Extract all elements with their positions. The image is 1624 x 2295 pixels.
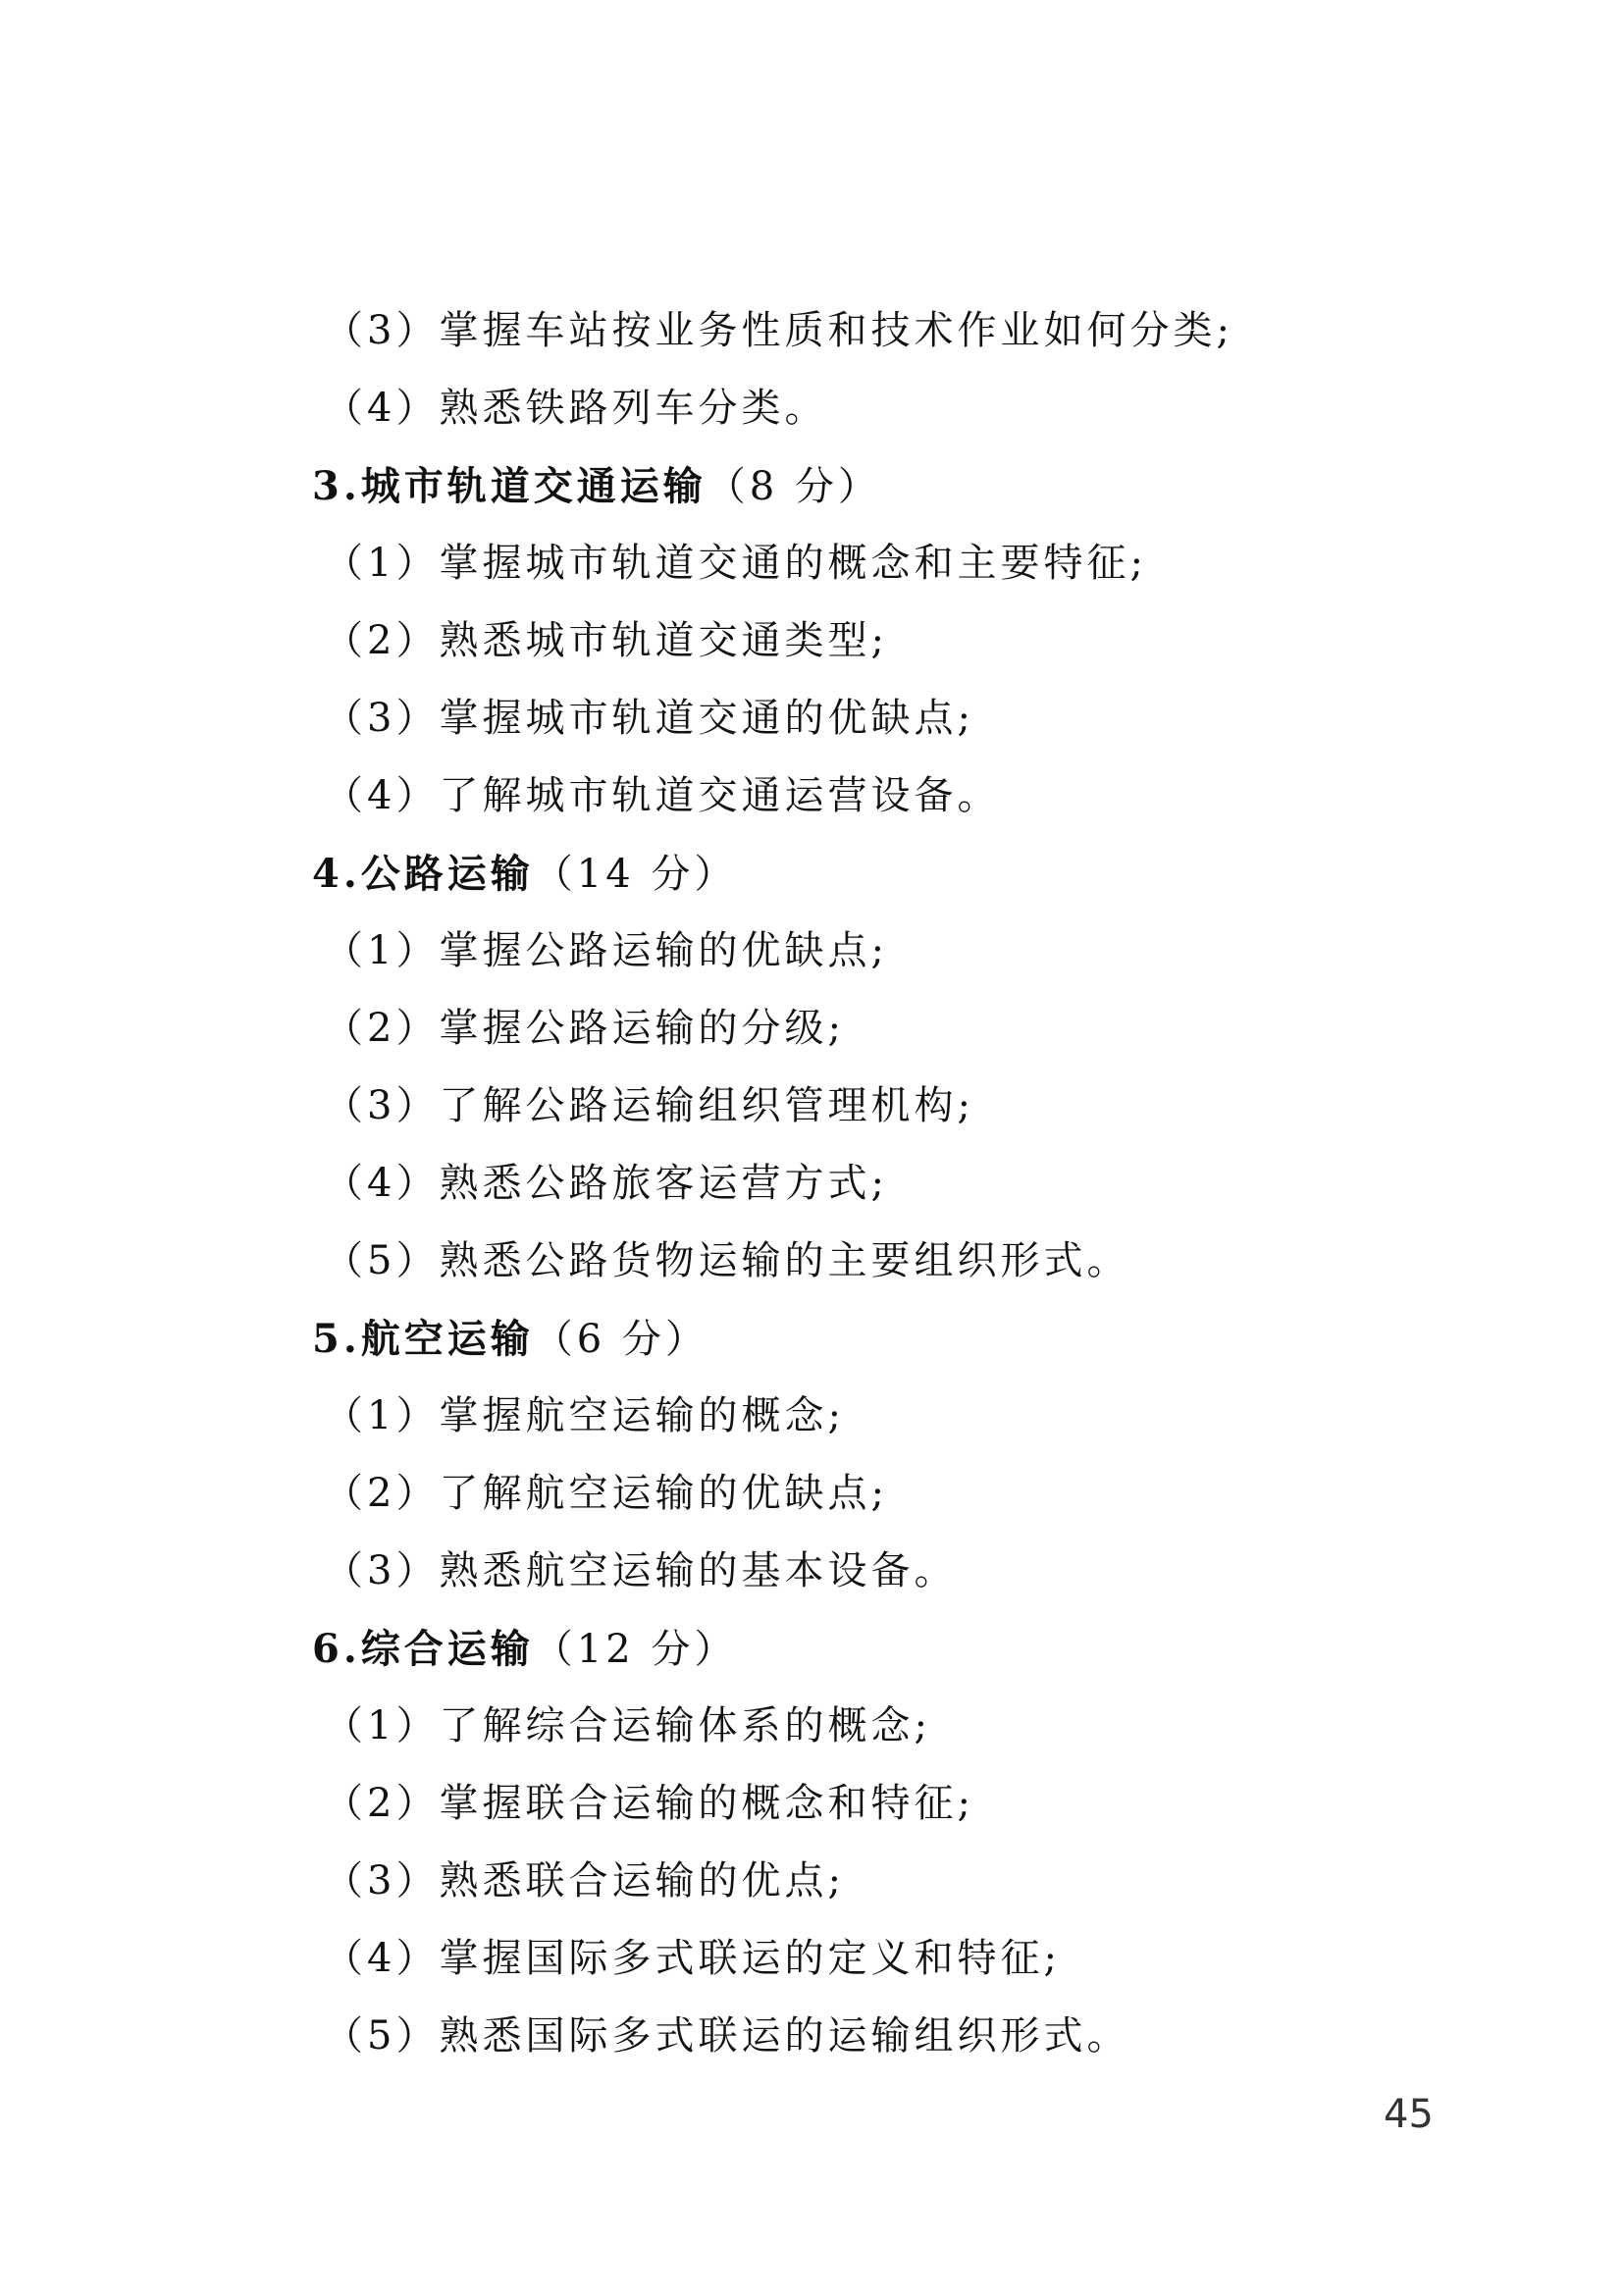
list-item: （3）熟悉联合运输的优点; bbox=[324, 1858, 845, 1904]
section-title: 3.城市轨道交通运输 bbox=[312, 463, 707, 509]
list-item: （1）掌握城市轨道交通的概念和主要特征; bbox=[324, 541, 1147, 586]
list-item: （2）熟悉城市轨道交通类型; bbox=[324, 618, 888, 663]
list-item: （3）掌握城市轨道交通的优缺点; bbox=[324, 696, 974, 741]
section-heading bbox=[312, 1300, 1470, 1378]
page-number: 45 bbox=[1384, 2092, 1434, 2137]
section-score: （12 分） bbox=[533, 1627, 738, 1672]
list-item: （5）熟悉公路货物运输的主要组织形式。 bbox=[324, 1238, 1130, 1283]
section-title: 5.航空运输 bbox=[312, 1316, 534, 1362]
document-body bbox=[312, 292, 1470, 2075]
list-item: （3）熟悉航空运输的基本设备。 bbox=[324, 1548, 958, 1593]
section-heading bbox=[312, 1610, 1470, 1688]
list-item: （1）掌握航空运输的概念; bbox=[324, 1393, 845, 1438]
list-item: （4）了解城市轨道交通运营设备。 bbox=[324, 773, 1001, 818]
list-item: （3）了解公路运输组织管理机构; bbox=[324, 1083, 974, 1128]
section-title: 6.综合运输 bbox=[312, 1626, 534, 1672]
list-item: （3）掌握车站按业务性质和技术作业如何分类; bbox=[324, 308, 1233, 353]
list-item: （5）熟悉国际多式联运的运输组织形式。 bbox=[324, 2013, 1130, 2059]
list-item: （2）掌握公路运输的分级; bbox=[324, 1006, 845, 1051]
section-score: （6 分） bbox=[533, 1317, 708, 1362]
section-score: （14 分） bbox=[533, 852, 738, 897]
section-heading bbox=[312, 447, 1470, 525]
list-item: （4）熟悉铁路列车分类。 bbox=[324, 386, 828, 431]
list-item: （1）掌握公路运输的优缺点; bbox=[324, 928, 888, 973]
section-title: 4.公路运输 bbox=[312, 851, 534, 897]
section-heading bbox=[312, 835, 1470, 913]
list-item: （1）了解综合运输体系的概念; bbox=[324, 1703, 931, 1748]
list-item: （4）熟悉公路旅客运营方式; bbox=[324, 1161, 888, 1206]
list-item: （4）掌握国际多式联运的定义和特征; bbox=[324, 1936, 1061, 1981]
list-item: （2）了解航空运输的优缺点; bbox=[324, 1471, 888, 1516]
section-score: （8 分） bbox=[706, 464, 881, 509]
list-item: （2）掌握联合运输的概念和特征; bbox=[324, 1781, 974, 1826]
